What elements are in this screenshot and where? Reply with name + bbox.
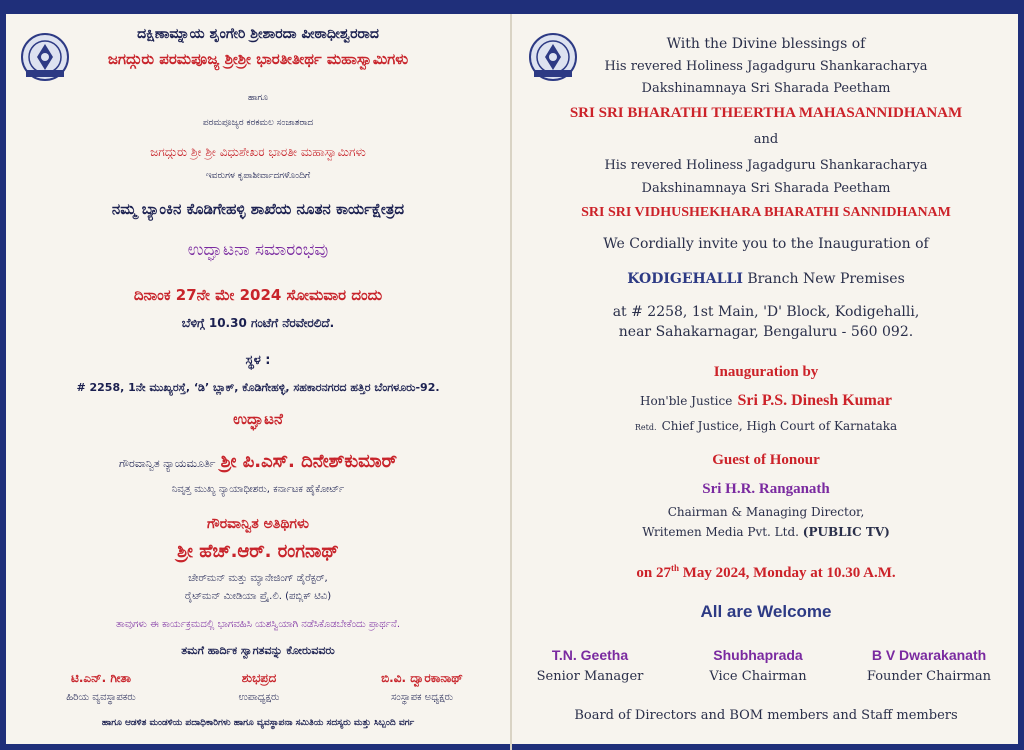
kn-sig2-role: ಉಪಾಧ್ಯಕ್ಷರು: [238, 692, 280, 703]
en-branch-name: KODIGEHALLI: [627, 271, 743, 287]
en-guest-channel: (PUBLIC TV): [802, 525, 890, 539]
frame-right-border: [1018, 0, 1024, 750]
en-name-1: SRI SRI BHARATHI THEERTHA MAHASANNIDHANAM: [569, 105, 963, 121]
kn-sig1-name: ಟಿ.ಎನ್. ಗೀತಾ: [70, 671, 131, 685]
en-chief-title-line: [516, 415, 1016, 434]
en-signatory-1: [520, 647, 660, 684]
en-line-2: His revered Holiness Jagadguru Shankaracharya: [604, 59, 928, 74]
kn-sig3-name: ಬಿ.ವಿ. ದ್ವಾರಕಾನಾಥ್: [381, 671, 463, 685]
en-sig3-name: B V Dwarakanath: [871, 647, 987, 663]
kn-chief-title: ನಿವೃತ್ತ ಮುಖ್ಯ ನ್ಯಾಯಾಧೀಶರು, ಕರ್ನಾಟಕ ಹೈಕೋರ್ಟ್: [171, 484, 345, 495]
en-date-sup: th: [670, 563, 679, 573]
en-guest-label: Guest of Honour: [712, 452, 820, 468]
kn-guest-title-2: ರೈಟ್‌ಮನ್ ಮೀಡಿಯಾ ಪ್ರೈ.ಲಿ. (ಪಬ್ಲಿಕ್ ಟಿವಿ): [184, 591, 332, 602]
en-guest-title-2: Writemen Media Pvt. Ltd.: [642, 525, 803, 539]
kn-venue: # 2258, 1ನೇ ಮುಖ್ಯರಸ್ತೆ, ‘ಡಿ’ ಬ್ಲಾಕ್, ಕೊಡಿಗೇಹಳ್ಳಿ, ಸಹಕಾರನಗರದ ಹತ್ತಿರ ಬೆಂಗಳೂರು-92.: [76, 381, 440, 394]
en-name-2: SRI SRI VIDHUSHEKHARA BHARATHI SANNIDHANAM: [581, 205, 951, 220]
en-line-3: Dakshinamnaya Sri Sharada Peetham: [641, 81, 891, 96]
kn-guest-name: ಶ್ರೀ ಹೆಚ್.ಆರ್. ರಂಗನಾಥ್: [177, 541, 339, 562]
kn-line-4: ಜಗದ್ಗುರು ಶ್ರೀ ಶ್ರೀ ವಿಧುಶೇಖರ ಭಾರತೀ ಮಹಾಸ್ವಾಮಿಗಳು: [150, 145, 366, 159]
frame-left-border: [0, 0, 6, 750]
en-sig1-name: T.N. Geetha: [551, 647, 629, 663]
kn-line-6: ನಮ್ಮ ಬ್ಯಾಂಕಿನ ಕೊಡಿಗೇಹಳ್ಳಿ ಶಾಖೆಯ ನೂತನ ಕಾರ್ಯಕ್ಷೇತ್ರದ: [111, 200, 405, 218]
kn-date-line: ದಿನಾಂಕ 27ನೇ ಮೇ 2024 ಸೋಮವಾರ ದಂದು: [133, 286, 383, 304]
kn-welcome: ತಮಗೆ ಹಾರ್ದಿಕ ಸ್ವಾಗತವನ್ನು ಕೋರುವವರು: [181, 644, 335, 657]
en-address-1: at # 2258, 1st Main, 'D' Block, Kodigehalli,: [612, 304, 920, 320]
kn-guest-title-1: ಚೇರ್‌ಮನ್ ಮತ್ತು ಮ್ಯಾನೇಜಿಂಗ್ ಡೈರೆಕ್ಟರ್,: [188, 573, 328, 584]
en-signatory-3: [854, 647, 1004, 684]
kn-signatory-2: [194, 671, 324, 703]
en-address-2: near Sahakarnagar, Bengaluru - 560 092.: [618, 324, 914, 340]
kn-line-5: ಇವರುಗಳ ಕೃಪಾಶೀರ್ವಾದಗಳೊಂದಿಗೆ: [205, 171, 311, 181]
kn-guest-label: ಗೌರವಾನ್ವಿತ ಅತಿಥಿಗಳು: [206, 516, 310, 532]
en-guest-title-2-line: [516, 525, 1016, 539]
kn-line-3: ಪರಮಪೂಜ್ಯರ ಕರಕಮಲ ಸಂಜಾತರಾದ: [202, 118, 314, 128]
kannada-panel: [8, 14, 508, 744]
kn-chief-prefix: ಗೌರವಾನ್ವಿತ ನ್ಯಾಯಮೂರ್ತಿ: [118, 457, 216, 470]
kn-sig3-role: ಸಂಸ್ಥಾಪಕ ಅಧ್ಯಕ್ಷರು: [391, 692, 453, 703]
frame-top-border: [0, 0, 1024, 14]
en-date-post: May 2024, Monday at 10.30 A.M.: [678, 565, 896, 581]
en-sig2-name: Shubhaprada: [713, 647, 803, 663]
en-chief-prefix: Hon'ble Justice: [640, 394, 733, 408]
kn-inaug-label: ಉದ್ಘಾಟನೆ: [233, 410, 283, 428]
en-welcome: All are Welcome: [700, 602, 832, 621]
kn-sig2-name: ಶುಭಪ್ರದ: [241, 671, 277, 685]
en-date-pre: on 27: [636, 565, 671, 581]
en-invite: We Cordially invite you to the Inauguration of: [603, 236, 929, 252]
en-line-5: Dakshinamnaya Sri Sharada Peetham: [641, 181, 891, 196]
kn-venue-label: ಸ್ಥಳ :: [245, 353, 271, 368]
kn-chief-name: ಶ್ರೀ ಪಿ.ಎಸ್. ದಿನೇಶ್‌ಕುಮಾರ್: [220, 451, 398, 472]
en-branch-line: [516, 271, 1016, 287]
en-chief-title: Chief Justice, High Court of Karnataka: [661, 419, 898, 433]
en-signatory-2: [688, 647, 828, 684]
kn-line-2: ಜಗದ್ಗುರು ಪರಮಪೂಜ್ಯ ಶ್ರೀಶ್ರೀ ಭಾರತೀತೀರ್ಥ ಮಹಾಸ್ವಾಮಿಗಳು: [107, 50, 409, 68]
en-branch-rest: Branch New Premises: [742, 271, 905, 287]
en-guest-title-1: Chairman & Managing Director,: [667, 505, 865, 519]
en-chief-name: Sri P.S. Dinesh Kumar: [737, 392, 892, 409]
kn-and-1: ಹಾಗೂ: [247, 93, 269, 103]
en-chief-retd: Retd.: [634, 423, 657, 432]
en-chief-line: [516, 390, 1016, 410]
en-date-line: [516, 563, 1016, 582]
en-footer: Board of Directors and BOM members and Staff members: [574, 708, 958, 723]
kn-line-1: ದಕ್ಷಿಣಾಮ್ನಾಯ ಶೃಂಗೇರಿ ಶ್ರೀಶಾರದಾ ಪೀಠಾಧೀಶ್ವರರಾದ: [137, 26, 379, 42]
kn-line-7: ಉದ್ಘಾಟನಾ ಸಮಾರಂಭವು: [187, 240, 329, 260]
en-guest-name: Sri H.R. Ranganath: [702, 481, 830, 497]
en-sig2-role: Vice Chairman: [709, 669, 807, 684]
en-sig1-role: Senior Manager: [536, 669, 644, 684]
card-fold-line: [510, 14, 512, 750]
en-inaug-label: Inauguration by: [713, 364, 819, 380]
en-line-4: His revered Holiness Jagadguru Shankaracharya: [604, 158, 928, 173]
kn-request: ತಾವುಗಳು ಈ ಕಾರ್ಯಕ್ರಮದಲ್ಲಿ ಭಾಗವಹಿಸಿ ಯಶಸ್ವಿಯಾಗಿ ನಡೆಸಿಕೊಡಬೇಕೆಂದು ಪ್ರಾರ್ಥನೆ.: [115, 619, 401, 630]
kn-sig1-role: ಹಿರಿಯ ವ್ಯವಸ್ಥಾಪಕರು: [66, 692, 136, 703]
kn-signatory-1: [36, 671, 166, 703]
en-line-1: With the Divine blessings of: [666, 36, 866, 52]
english-panel: [516, 14, 1016, 744]
kn-chief-line: [8, 451, 508, 472]
en-and: and: [753, 132, 779, 147]
kn-footer: ಹಾಗೂ ಆಡಳಿತ ಮಂಡಳಿಯ ಪದಾಧಿಕಾರಿಗಳು ಹಾಗೂ ವ್ಯವಸ್ಥಾಪನಾ ಸಮಿತಿಯ ಸದಸ್ಯರು ಮತ್ತು ಸಿಬ್ಬಂದಿ ವರ್ಗ: [101, 718, 415, 728]
frame-bottom-border: [0, 744, 1024, 750]
kn-time-line: ಬೆಳಿಗ್ಗೆ 10.30 ಗಂಟೆಗೆ ನೆರವೇರಲಿದೆ.: [181, 316, 335, 330]
en-sig3-role: Founder Chairman: [866, 669, 992, 684]
kn-signatory-3: [352, 671, 492, 703]
